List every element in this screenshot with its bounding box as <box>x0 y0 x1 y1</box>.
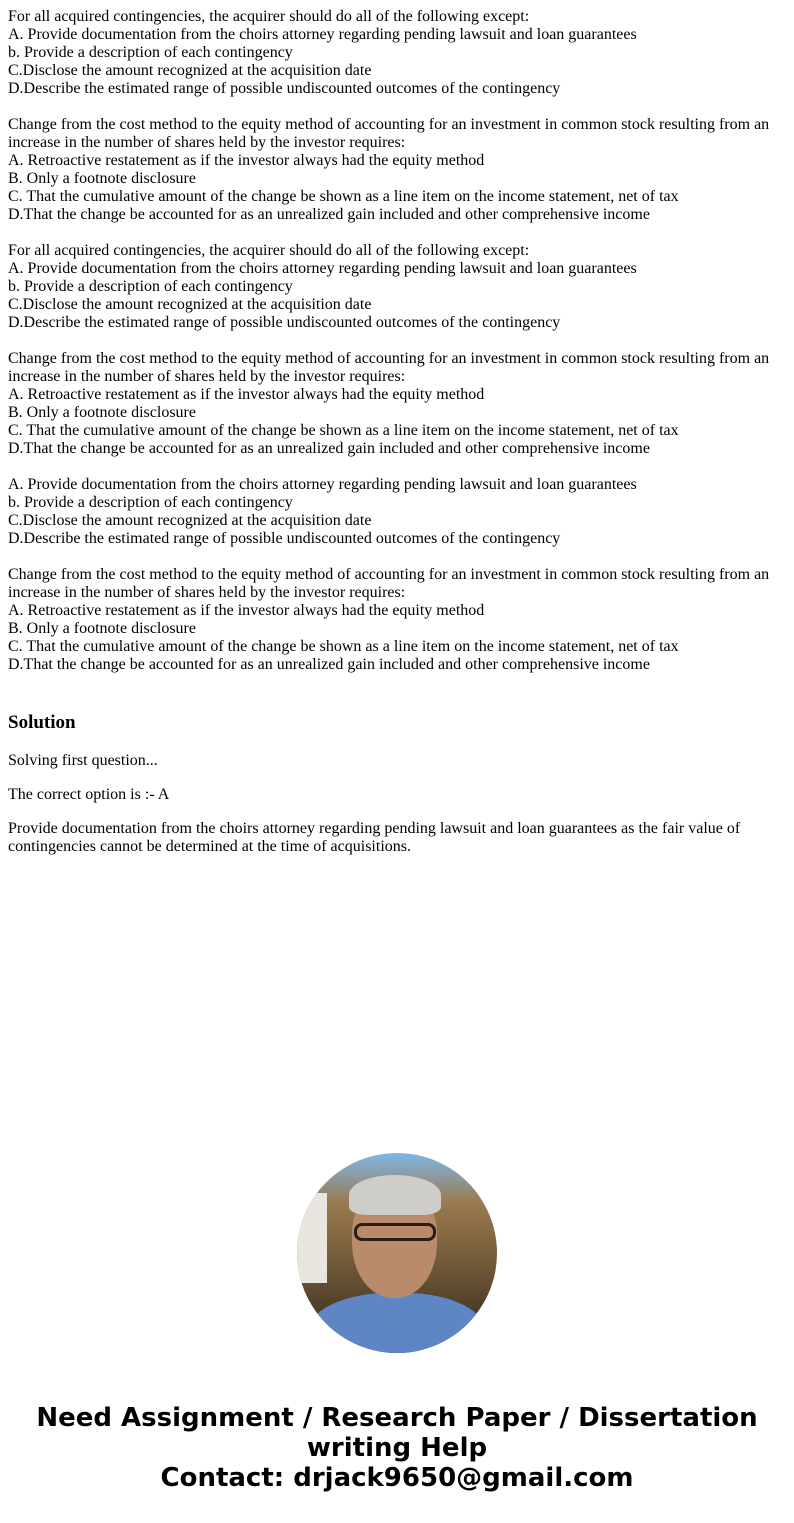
solution-paragraph: Solving first question... <box>8 752 158 769</box>
question-option: A. Provide documentation from the choirs attorney regarding pending lawsuit and loan guarantees <box>8 260 637 277</box>
question-option: B. Only a footnote disclosure <box>8 404 196 421</box>
question-option: C. That the cumulative amount of the change be shown as a line item on the income statement, net of tax <box>8 188 679 205</box>
question-block <box>8 476 786 548</box>
question-option: b. Provide a description of each contingency <box>8 494 293 511</box>
question-block <box>8 566 786 674</box>
solution-heading: Solution <box>8 712 76 733</box>
question-option: D.Describe the estimated range of possible undiscounted outcomes of the contingency <box>8 530 561 547</box>
question-option: A. Retroactive restatement as if the investor always had the equity method <box>8 386 485 403</box>
avatar-container <box>8 1153 786 1353</box>
question-option: C.Disclose the amount recognized at the acquisition date <box>8 512 372 529</box>
glasses-icon <box>354 1223 436 1241</box>
question-option: A. Retroactive restatement as if the investor always had the equity method <box>8 152 485 169</box>
solution-paragraph: Provide documentation from the choirs attorney regarding pending lawsuit and loan guarantees as the fair value of contingencies cannot be determined at the time of acquisitions. <box>8 820 741 855</box>
question-block <box>8 350 786 458</box>
question-stem: For all acquired contingencies, the acquirer should do all of the following except: <box>8 242 530 259</box>
banner-contact: Contact: drjack9650@gmail.com <box>160 1463 634 1493</box>
question-stem: Change from the cost method to the equity method of accounting for an investment in common stock resulting from an increase in the number of shares held by the investor requires: <box>8 116 770 151</box>
question-option: B. Only a footnote disclosure <box>8 620 196 637</box>
question-option: D.Describe the estimated range of possible undiscounted outcomes of the contingency <box>8 314 561 331</box>
contact-banner <box>8 1403 786 1493</box>
question-option: A. Retroactive restatement as if the investor always had the equity method <box>8 602 485 619</box>
question-option: D.Describe the estimated range of possible undiscounted outcomes of the contingency <box>8 80 561 97</box>
question-option: C.Disclose the amount recognized at the acquisition date <box>8 296 372 313</box>
question-option: C. That the cumulative amount of the change be shown as a line item on the income statement, net of tax <box>8 422 679 439</box>
question-option: D.That the change be accounted for as an unrealized gain included and other comprehensive income <box>8 656 650 673</box>
question-option: b. Provide a description of each contingency <box>8 44 293 61</box>
question-option: B. Only a footnote disclosure <box>8 170 196 187</box>
question-option: D.That the change be accounted for as an unrealized gain included and other comprehensive income <box>8 440 650 457</box>
question-block <box>8 8 786 98</box>
question-option: A. Provide documentation from the choirs attorney regarding pending lawsuit and loan guarantees <box>8 26 637 43</box>
question-text <box>8 8 786 674</box>
question-block <box>8 242 786 332</box>
question-block <box>8 116 786 224</box>
question-option: C. That the cumulative amount of the change be shown as a line item on the income statement, net of tax <box>8 638 679 655</box>
author-avatar <box>297 1153 497 1353</box>
question-stem: Change from the cost method to the equity method of accounting for an investment in common stock resulting from an increase in the number of shares held by the investor requires: <box>8 566 770 601</box>
banner-headline: Need Assignment / Research Paper / Dissertation writing Help <box>36 1403 758 1463</box>
question-option: A. Provide documentation from the choirs attorney regarding pending lawsuit and loan guarantees <box>8 476 637 493</box>
question-option: b. Provide a description of each contingency <box>8 278 293 295</box>
question-option: C.Disclose the amount recognized at the acquisition date <box>8 62 372 79</box>
solution-paragraph: The correct option is :- A <box>8 786 170 803</box>
question-stem: For all acquired contingencies, the acquirer should do all of the following except: <box>8 8 530 25</box>
question-option: D.That the change be accounted for as an unrealized gain included and other comprehensive income <box>8 206 650 223</box>
question-stem: Change from the cost method to the equity method of accounting for an investment in common stock resulting from an increase in the number of shares held by the investor requires: <box>8 350 770 385</box>
